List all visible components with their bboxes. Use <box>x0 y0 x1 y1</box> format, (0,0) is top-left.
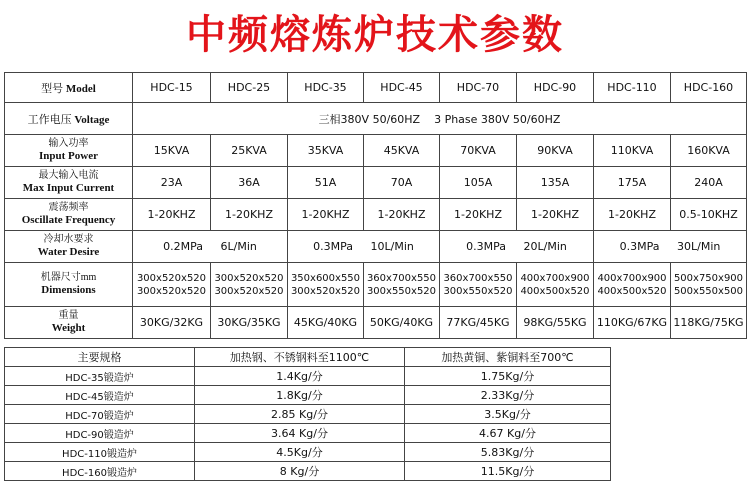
power-header-en: Input Power <box>39 150 98 162</box>
forge-steel-rate: 3.64 Kg/分 <box>195 424 405 443</box>
model-row <box>5 73 747 103</box>
dimension-line: 400x700x900 <box>520 272 590 284</box>
model-cell: HDC-15 <box>133 73 211 103</box>
water-row <box>5 231 747 263</box>
dimension-line: 400x500x520 <box>520 285 590 297</box>
frequency-cell: 1-20KHZ <box>211 199 288 231</box>
water-group <box>594 231 747 263</box>
forge-header-row <box>5 348 611 367</box>
water-header-en: Water Desire <box>37 246 100 258</box>
forge-row <box>5 462 611 481</box>
weight-cell: 118KG/75KG <box>671 307 747 339</box>
forge-copper-rate: 1.75Kg/分 <box>405 367 611 386</box>
current-cell: 23A <box>133 167 211 199</box>
frequency-row <box>5 199 747 231</box>
current-cell: 175A <box>594 167 671 199</box>
dimensions-cell <box>364 263 440 307</box>
model-header-en: Model <box>65 82 96 95</box>
voltage-header-en: Voltage <box>74 113 110 126</box>
water-flow: 20L/Min <box>523 240 567 253</box>
forge-model: HDC-110锻造炉 <box>5 443 195 462</box>
dimension-line: 300x520x520 <box>290 285 361 297</box>
dimension-line: 360x700x550 <box>443 272 513 284</box>
water-pressure: 0.3MPa <box>619 240 660 253</box>
forge-model: HDC-35锻造炉 <box>5 367 195 386</box>
power-cell: 70KVA <box>440 135 517 167</box>
current-cell: 135A <box>517 167 594 199</box>
forge-row <box>5 405 611 424</box>
frequency-cell: 1-20KHZ <box>517 199 594 231</box>
model-cell: HDC-70 <box>440 73 517 103</box>
voltage-value: 三相380V 50/60HZ 3 Phase 380V 50/60HZ <box>133 103 747 135</box>
weight-cell: 110KG/67KG <box>594 307 671 339</box>
weight-cell: 30KG/35KG <box>211 307 288 339</box>
forge-row <box>5 424 611 443</box>
frequency-cell: 1-20KHZ <box>288 199 364 231</box>
dimension-line: 300x520x520 <box>214 272 284 284</box>
water-flow: 6L/Min <box>220 240 257 253</box>
model-header-cn: 型号 <box>41 82 64 95</box>
current-cell: 105A <box>440 167 517 199</box>
water-flow: 30L/Min <box>677 240 721 253</box>
weight-cell: 77KG/45KG <box>440 307 517 339</box>
frequency-cell: 0.5-10KHZ <box>671 199 747 231</box>
dimension-line: 300x520x520 <box>136 272 207 284</box>
frequency-cell: 1-20KHZ <box>594 199 671 231</box>
frequency-header-en: Oscillate Frequency <box>21 214 116 226</box>
water-group <box>288 231 440 263</box>
dimension-line: 350x600x550 <box>290 272 361 284</box>
dimensions-cell <box>671 263 747 307</box>
forge-copper-rate: 2.33Kg/分 <box>405 386 611 405</box>
forge-row <box>5 386 611 405</box>
power-cell: 35KVA <box>288 135 364 167</box>
weight-cell: 50KG/40KG <box>364 307 440 339</box>
dimensions-header-cn: 机器尺寸mm <box>40 272 97 283</box>
forge-steel-rate: 1.8Kg/分 <box>195 386 405 405</box>
forge-model: HDC-160锻造炉 <box>5 462 195 481</box>
dimension-line: 400x500x520 <box>597 285 667 297</box>
water-flow: 10L/Min <box>370 240 414 253</box>
model-header <box>5 73 133 103</box>
weight-cell: 30KG/32KG <box>133 307 211 339</box>
dimension-line: 500x550x500 <box>673 285 744 297</box>
forge-steel-rate: 2.85 Kg/分 <box>195 405 405 424</box>
voltage-header <box>5 103 133 135</box>
forge-header: 加热黄铜、紫铜料至700℃ <box>405 348 611 367</box>
weight-header-cn: 重量 <box>58 310 79 321</box>
model-cell: HDC-35 <box>288 73 364 103</box>
power-cell: 90KVA <box>517 135 594 167</box>
power-cell: 110KVA <box>594 135 671 167</box>
current-row <box>5 167 747 199</box>
dimensions-header <box>5 263 133 307</box>
model-cell: HDC-45 <box>364 73 440 103</box>
forge-steel-rate: 4.5Kg/分 <box>195 443 405 462</box>
dimensions-cell <box>517 263 594 307</box>
current-cell: 240A <box>671 167 747 199</box>
water-group <box>133 231 288 263</box>
power-header <box>5 135 133 167</box>
current-cell: 51A <box>288 167 364 199</box>
frequency-header-cn: 震荡频率 <box>48 202 89 213</box>
forge-header: 加热钢、不锈钢料至1100℃ <box>195 348 405 367</box>
forge-steel-rate: 8 Kg/分 <box>195 462 405 481</box>
forge-model: HDC-70锻造炉 <box>5 405 195 424</box>
current-cell: 36A <box>211 167 288 199</box>
dimensions-row <box>5 263 747 307</box>
current-header-cn: 最大输入电流 <box>38 170 99 181</box>
water-header <box>5 231 133 263</box>
water-header-cn: 冷却水要求 <box>43 234 94 245</box>
power-cell: 45KVA <box>364 135 440 167</box>
forge-copper-rate: 11.5Kg/分 <box>405 462 611 481</box>
forge-model: HDC-90锻造炉 <box>5 424 195 443</box>
forge-copper-rate: 3.5Kg/分 <box>405 405 611 424</box>
voltage-row <box>5 103 747 135</box>
dimension-line: 360x700x550 <box>366 272 437 284</box>
dimensions-cell <box>440 263 517 307</box>
current-header <box>5 167 133 199</box>
model-cell: HDC-25 <box>211 73 288 103</box>
forge-copper-rate: 4.67 Kg/分 <box>405 424 611 443</box>
dimensions-cell <box>133 263 211 307</box>
current-cell: 70A <box>364 167 440 199</box>
dimensions-cell <box>288 263 364 307</box>
forge-steel-rate: 1.4Kg/分 <box>195 367 405 386</box>
frequency-cell: 1-20KHZ <box>133 199 211 231</box>
dimensions-cell <box>211 263 288 307</box>
power-cell: 15KVA <box>133 135 211 167</box>
forge-table <box>4 347 611 481</box>
model-cell: HDC-160 <box>671 73 747 103</box>
dimension-line: 300x520x520 <box>214 285 284 297</box>
weight-header <box>5 307 133 339</box>
forge-header: 主要规格 <box>5 348 195 367</box>
power-cell: 160KVA <box>671 135 747 167</box>
weight-cell: 98KG/55KG <box>517 307 594 339</box>
dimensions-header-en: Dimensions <box>41 284 96 296</box>
weight-row <box>5 307 747 339</box>
dimensions-cell <box>594 263 671 307</box>
power-header-cn: 输入功率 <box>48 138 89 149</box>
power-row <box>5 135 747 167</box>
model-cell: HDC-90 <box>517 73 594 103</box>
forge-copper-rate: 5.83Kg/分 <box>405 443 611 462</box>
weight-cell: 45KG/40KG <box>288 307 364 339</box>
frequency-header <box>5 199 133 231</box>
water-group <box>440 231 594 263</box>
power-cell: 25KVA <box>211 135 288 167</box>
frequency-cell: 1-20KHZ <box>440 199 517 231</box>
dimension-line: 300x520x520 <box>136 285 207 297</box>
water-pressure: 0.3MPa <box>466 240 507 253</box>
spec-table <box>4 72 747 339</box>
forge-model: HDC-45锻造炉 <box>5 386 195 405</box>
water-pressure: 0.2MPa <box>163 240 204 253</box>
page-title: 中频熔炼炉技术参数 <box>186 11 564 58</box>
water-pressure: 0.3MPa <box>313 240 354 253</box>
voltage-header-cn: 工作电压 <box>27 113 72 126</box>
dimension-line: 300x550x520 <box>366 285 437 297</box>
current-header-en: Max Input Current <box>22 182 115 194</box>
dimension-line: 300x550x520 <box>443 285 513 297</box>
weight-header-en: Weight <box>51 322 86 334</box>
dimension-line: 500x750x900 <box>673 272 744 284</box>
forge-row <box>5 443 611 462</box>
frequency-cell: 1-20KHZ <box>364 199 440 231</box>
forge-row <box>5 367 611 386</box>
dimension-line: 400x700x900 <box>597 272 667 284</box>
model-cell: HDC-110 <box>594 73 671 103</box>
